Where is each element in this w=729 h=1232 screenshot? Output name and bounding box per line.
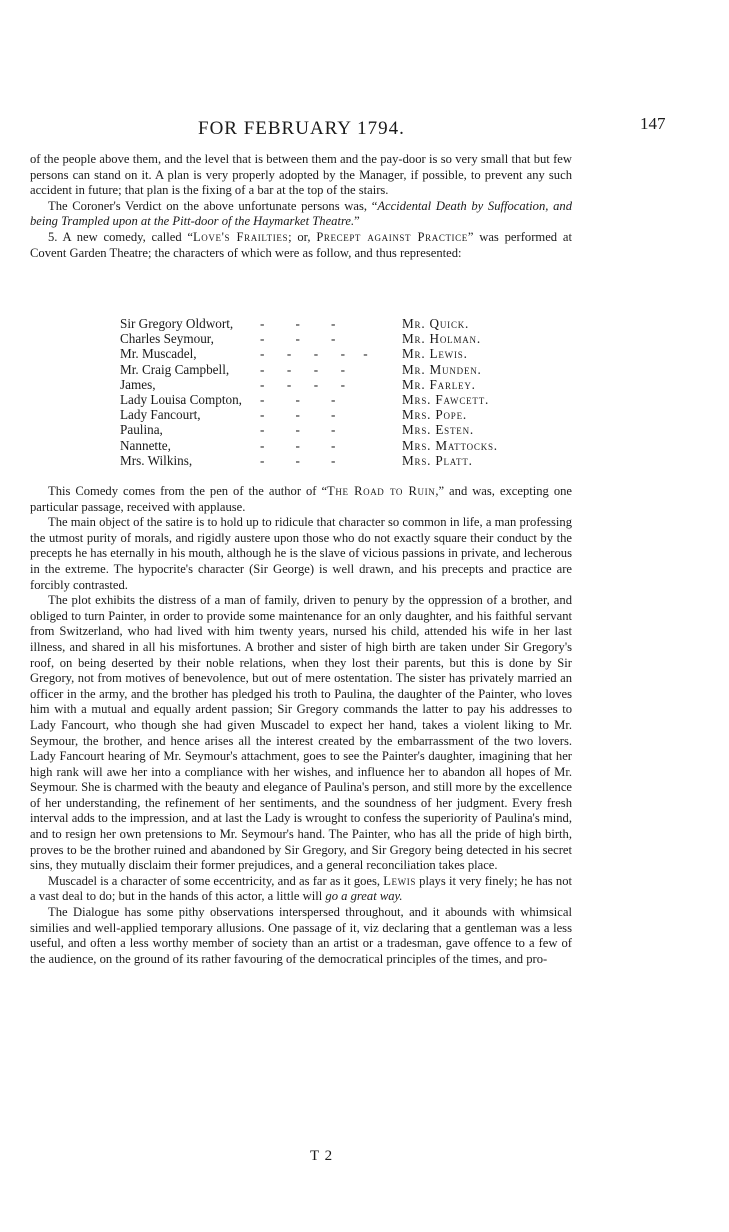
cast-row — [120, 362, 560, 377]
cast-role: Mrs. Wilkins, — [120, 452, 193, 468]
cast-actor: Mr. Holman. — [402, 331, 481, 347]
text-block-review — [30, 484, 572, 967]
authorship-close: ,” and was, excepting one particular passage, received with applause. — [30, 484, 573, 514]
cast-role: Sir Gregory Oldwort, — [120, 316, 234, 331]
cast-dashes: - - - — [260, 437, 337, 453]
cast-role: Mr. Craig Campbell, — [120, 361, 230, 377]
cast-actor: Mrs. Platt. — [402, 452, 473, 468]
muscadel-italic: go a great way. — [325, 889, 403, 904]
muscadel-intro: Muscadel is a character of some eccentricity, and as far as it goes, — [48, 873, 384, 888]
paragraph-satire: The main object of the satire is to hold up to ridicule that character so common in life, a man professing the utmost purity of morals, and rigidly austere upon those who do not exactly square their conduct by the precepts he has eternally in his mouth, although he is the slave of vicious passions in private, and lecherous in the extreme. The hypocrite's character (Sir George) is well drawn, and his precepts and practice are forcibly contrasted. — [30, 515, 572, 592]
verdict-intro: The Coroner's Verdict on the above unfortunate persons was, “ — [48, 198, 378, 213]
text-block-top — [30, 152, 572, 261]
cast-role: Lady Louisa Compton, — [120, 391, 242, 407]
cast-row — [120, 346, 560, 361]
cast-dashes: - - - — [260, 331, 337, 347]
cast-dashes: - - - — [260, 407, 337, 423]
paragraph-authorship — [30, 484, 572, 515]
cast-actor: Mrs. Esten. — [402, 422, 474, 438]
cast-dashes: - - - — [260, 452, 337, 468]
cast-actor: Mr. Munden. — [402, 361, 482, 377]
paragraph-dialogue: The Dialogue has some pithy observations interspersed throughout, and it abounds with whimsical similies and well-applied temporary allusions. One passage of it, viz declaring that a gentleman was a less useful, and often a less worthy member of society than an artist or a tradesman, gave offence to a few of the audience, on the ground of its rather favouring of the democratical principles of the times, and pro- — [30, 905, 572, 966]
comedy-intro: 5. A new comedy, called “ — [48, 229, 194, 244]
cast-actor: Mr. Farley. — [402, 376, 476, 392]
cast-dashes: - - - - - — [260, 346, 369, 362]
page-number: 147 — [640, 114, 666, 133]
cast-row — [120, 392, 560, 407]
cast-row — [120, 407, 560, 422]
running-head — [0, 114, 729, 142]
cast-role: Mr. Muscadel, — [120, 346, 197, 362]
cast-role: Lady Fancourt, — [120, 407, 201, 423]
paragraph-coroner-verdict — [30, 199, 572, 230]
cast-row — [120, 422, 560, 437]
muscadel-mid: plays it very finely; he has not a vast deal to do; but in the hands of this actor, a little will — [30, 873, 572, 904]
paragraph-plot: The plot exhibits the distress of a man of family, driven to penury by the oppression of a brother, and obliged to turn Painter, in order to provide some maintenance for an only daughter, and his faithful servant from Switzerland, who had lived with him twenty years, nursed his child, attended his wife in her last illness, and shared in all his misfortunes. A brother and sister of high birth are taken under Sir Gregory's roof, on being deserted by their noble relations, when they lost their parents, but this is done by Sir Gregory, not from motives of benevolence, but out of mere ostentation. The sister has privately married an officer in the army, and the brother has pledged his troth to Paulina, the daughter of the Painter, who loves him with a mutual and equally ardent passion; Sir Gregory commands the latter to pay his addresses to Lady Fancourt, who though she had given Muscadel to expect her hand, takes a violent liking to Mr. Seymour, the brother, and hence arises all the interest created by the embarrassment of the two lovers. Lady Fancourt hearing of Mr. Seymour's attachment, goes to see the Painter's daughter, imagining that her high rank will awe her into a compliance with her wishes, and influence her to abandon all hopes of Mr. Seymour. She is charmed with the beauty and elegance of Paulina's person, and still more by the excellence of her understanding, the refinement of her sentiments, and the soundness of her judgment. Every fresh interval adds to the impression, and at last the Lady is wrought to confess the superiority of Paulina's mind, and to resign her own pretensions to Mr. Seymour's hand. The Painter, who has all the pride of high birth, proves to be the brother ruined and abandoned by Sir Gregory, and Sir Gregory being detected in his secret sins, they mutually disclaim their former prejudices, and a general reconciliation takes place. — [30, 593, 572, 873]
cast-dashes: - - - - — [260, 361, 347, 377]
comedy-title: Love's Frailties — [193, 229, 289, 244]
running-title: FOR FEBRUARY 1794. — [198, 118, 405, 139]
actor-name-lewis: Lewis — [383, 873, 416, 888]
earlier-play-title: The Road to Ruin — [327, 484, 436, 498]
cast-row — [120, 331, 560, 346]
paragraph-stairs-accident: of the people above them, and the level that is between them and the pay-door is so very small that but few persons can stand on it. A plan is very properly adopted by the Manager, if possible, to prevent any such accident in future; that plan is the fixing of a bar at the top of the stairs. — [30, 152, 572, 198]
comedy-performed: ” was performed at Covent Garden Theatre; the characters of which were as follow, and thus represented: — [30, 229, 572, 260]
cast-dashes: - - - - — [260, 376, 347, 392]
cast-list — [120, 316, 560, 468]
cast-actor: Mrs. Fawcett. — [402, 391, 490, 407]
comedy-subtitle: Precept against Practice — [316, 229, 468, 244]
cast-actor: Mr. Quick. — [402, 316, 470, 331]
cast-dashes: - - - — [260, 391, 337, 407]
paragraph-new-comedy — [30, 230, 572, 261]
cast-role: Nannette, — [120, 437, 171, 453]
cast-row — [120, 453, 560, 468]
cast-role: Paulina, — [120, 422, 163, 438]
authorship-intro: This Comedy comes from the pen of the author of “ — [48, 484, 328, 498]
cast-actor: Mrs. Pope. — [402, 407, 467, 423]
verdict-close: ” — [354, 214, 360, 229]
cast-role: Charles Seymour, — [120, 331, 214, 347]
cast-actor: Mrs. Mattocks. — [402, 437, 498, 453]
cast-dashes: - - - — [260, 422, 337, 438]
comedy-or: ; or, — [288, 229, 317, 244]
cast-row — [120, 316, 560, 331]
cast-dashes: - - - — [260, 316, 337, 331]
paragraph-muscadel — [30, 874, 572, 905]
cast-row — [120, 377, 560, 392]
verdict-text: Accidental Death by Suffocation, and being Trampled upon at the Pitt-door of the Haymarket Theatre. — [30, 198, 573, 229]
cast-row — [120, 438, 560, 453]
cast-role: James, — [120, 376, 156, 392]
signature-mark: T 2 — [310, 1148, 334, 1164]
cast-actor: Mr. Lewis. — [402, 346, 468, 362]
